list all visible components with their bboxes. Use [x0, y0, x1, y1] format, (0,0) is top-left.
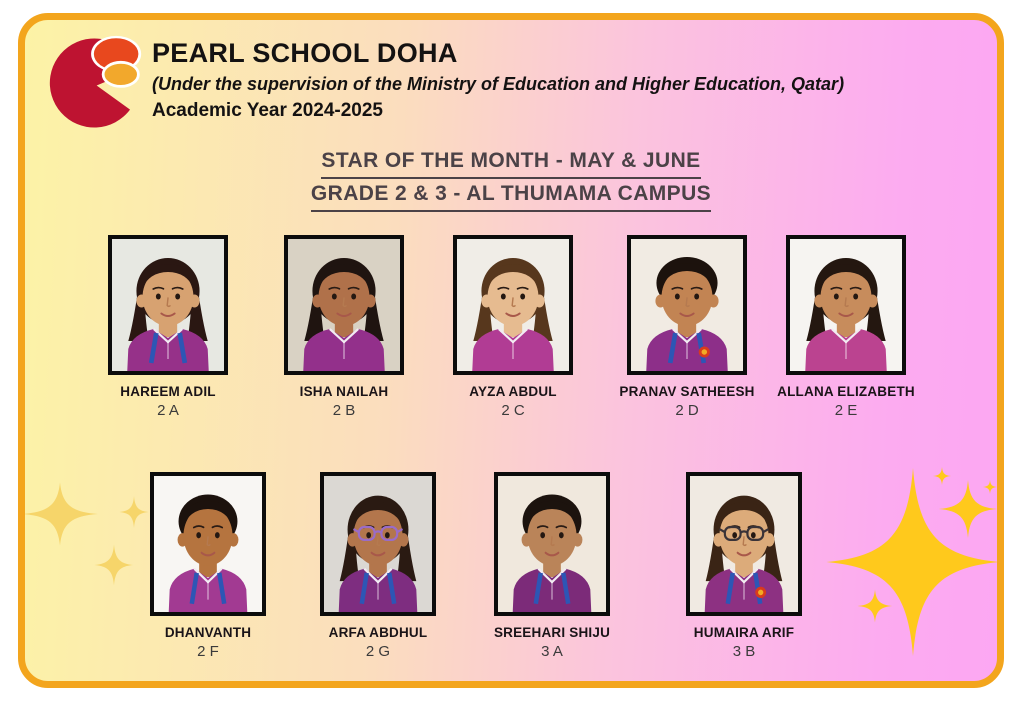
- student-card: [602, 235, 772, 419]
- student-card: [761, 235, 931, 419]
- student-card: [659, 472, 829, 660]
- student-name: ISHA NAILAH: [299, 384, 389, 399]
- student-photo: [686, 472, 802, 616]
- student-name: HUMAIRA ARIF: [693, 625, 795, 640]
- title-line-2: GRADE 2 & 3 - AL THUMAMA CAMPUS: [25, 179, 997, 212]
- student-photo: [627, 235, 747, 375]
- student-portrait-illustration: [154, 476, 262, 612]
- student-name: PRANAV SATHEESH: [619, 384, 755, 399]
- student-photo: [786, 235, 906, 375]
- student-name: HAREEM ADIL: [120, 384, 216, 399]
- student-card: [428, 235, 598, 419]
- student-class-label: 2 F: [197, 643, 219, 660]
- student-card: [293, 472, 463, 660]
- poster-title: [25, 146, 997, 212]
- student-name: AYZA ABDUL: [469, 384, 557, 399]
- student-class-label: 2 A: [157, 402, 179, 419]
- student-portrait-illustration: [288, 239, 400, 371]
- student-class-label: 2 D: [675, 402, 699, 419]
- student-class-label: 3 B: [732, 643, 756, 660]
- supervision-line: (Under the supervision of the Ministry of Education and Higher Education, Qatar): [152, 74, 845, 94]
- student-name: ALLANA ELIZABETH: [777, 384, 915, 399]
- student-class-label: 2 B: [332, 402, 356, 419]
- student-name: ARFA ABDHUL: [328, 625, 428, 640]
- student-portrait-illustration: [790, 239, 902, 371]
- student-name: SREEHARI SHIJU: [493, 625, 611, 640]
- poster-card: [18, 13, 1004, 688]
- student-card: [467, 472, 637, 660]
- student-class-label: 2 C: [501, 402, 525, 419]
- sparkle-cluster-right-icon: [827, 467, 998, 656]
- student-class-label: 2 E: [834, 402, 858, 419]
- student-photo: [494, 472, 610, 616]
- student-photo: [150, 472, 266, 616]
- student-card: [123, 472, 293, 660]
- student-photo: [453, 235, 573, 375]
- student-card: [83, 235, 253, 419]
- student-photo: [108, 235, 228, 375]
- student-portrait-illustration: [457, 239, 569, 371]
- student-portrait-illustration: [631, 239, 743, 371]
- header: [152, 38, 982, 122]
- pearl-school-logo-icon: [42, 28, 155, 130]
- student-photo: [320, 472, 436, 616]
- student-portrait-illustration: [324, 476, 432, 612]
- school-name: PEARL SCHOOL DOHA: [152, 38, 458, 68]
- title-line-1: STAR OF THE MONTH - MAY & JUNE: [25, 146, 997, 179]
- student-portrait-illustration: [112, 239, 224, 371]
- student-class-label: 3 A: [541, 643, 563, 660]
- student-portrait-illustration: [690, 476, 798, 612]
- student-photo: [284, 235, 404, 375]
- academic-year: Academic Year 2024-2025: [152, 100, 383, 121]
- student-name: DHANVANTH: [164, 625, 252, 640]
- student-card: [259, 235, 429, 419]
- student-portrait-illustration: [498, 476, 606, 612]
- student-class-label: 2 G: [365, 643, 391, 660]
